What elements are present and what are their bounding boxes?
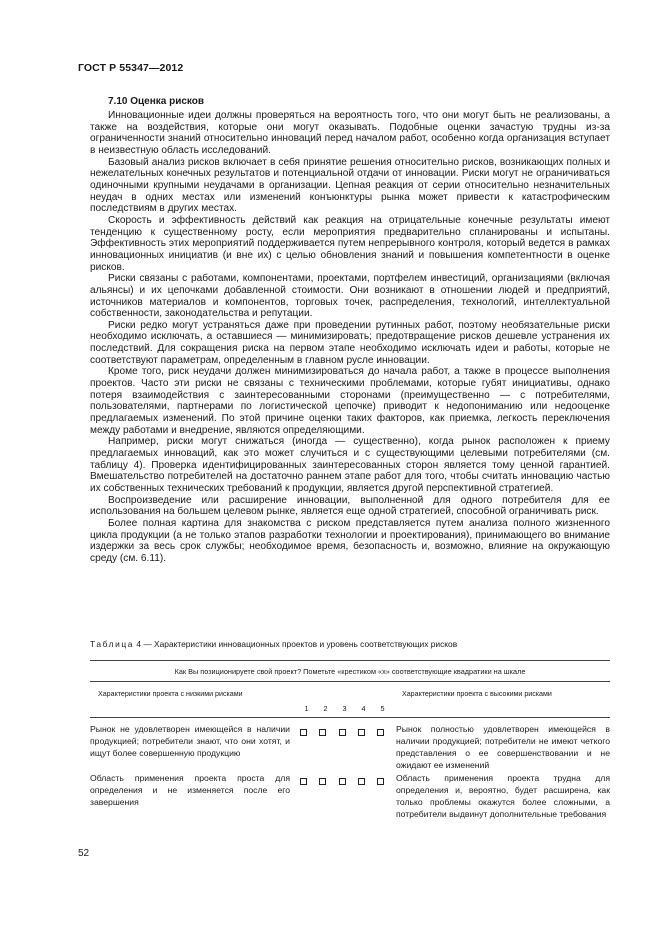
- rating-checkboxes: [300, 773, 396, 791]
- rating-checkbox[interactable]: [339, 729, 346, 736]
- rating-checkbox[interactable]: [300, 729, 307, 736]
- rating-scale: [297, 704, 392, 713]
- paragraph: Риски связаны с работами, компонентами, проектами, портфелем инвестиций, организациями (включая альянсы) и их цепочками добавленной стоимости. Они возникают в отношении людей и предприятий, источников материалов и компонентов, торговых точек, распределения, технологий, интеллектуальной собственности, законодательства и репутации.: [90, 273, 610, 320]
- high-risk-cell: Рынок полностью удовлетворен имеющейся в наличии продукцией; потребители не имеют четкого представления о ее совершенствовании и не ожидают ее изменений: [396, 724, 610, 770]
- rating-checkbox[interactable]: [377, 778, 384, 785]
- low-risk-cell: Рынок не удовлетворен имеющейся в наличии продукцией; потребители знают, что они хотят, и ищут более совершенную продукцию: [90, 724, 290, 758]
- scale-label: 4: [361, 704, 366, 713]
- high-risk-header: Характеристики проекта с высокими рисками: [402, 690, 552, 698]
- high-risk-cell: Область применения проекта трудна для определения и, вероятно, будет расширена, как только проблемы окажутся более сложными, а потребители выдвинут дополнительные требования: [396, 773, 610, 819]
- table-rule-top: [90, 660, 610, 661]
- standard-header: ГОСТ Р 55347—2012: [78, 62, 184, 74]
- table-rule: [90, 681, 610, 682]
- table-caption-word: Таблица: [90, 639, 135, 649]
- rating-checkbox[interactable]: [319, 729, 326, 736]
- paragraph: Более полная картина для знакомства с риском представляется путем анализа полного жизненного цикла продукции (а не только этапов разработки технологии и проектирования), принимающего во внимание издержки за весь срок службы; необходимое время, безопасность и, возможно, влияние на окружающую среду (см. 6.11).: [90, 517, 610, 564]
- paragraph: Риски редко могут устраняться даже при проведении рутинных работ, поэтому необязательные риски необходимо исключать, а оставшиеся — минимизировать; предотвращение рисков дешевле устранения их последствий. Для сокращения риска на первом этапе необходимо исключать идеи и работы, которые не соответствуют параметрам, определенным в главном русле инновации.: [90, 319, 610, 366]
- rating-checkbox[interactable]: [339, 778, 346, 785]
- rating-checkbox[interactable]: [300, 778, 307, 785]
- section-title: 7.10 Оценка рисков: [108, 96, 205, 107]
- table-caption-text: 4 — Характеристики инновационных проектов и уровень соответствующих рисков: [136, 639, 458, 649]
- rating-checkboxes: [300, 724, 396, 742]
- rating-checkbox[interactable]: [319, 778, 326, 785]
- table-instruction: Как Вы позиционируете свой проект? Пометьте «крестиком «х» соответствующие квадратики на шкале: [174, 667, 526, 676]
- low-risk-header: Характеристики проекта с низкими рисками: [98, 690, 243, 698]
- scale-label: 5: [380, 704, 385, 713]
- body-text: [90, 110, 610, 565]
- scale-label: 2: [323, 704, 328, 713]
- rating-checkbox[interactable]: [358, 778, 365, 785]
- scale-label: 3: [342, 704, 347, 713]
- page-number: 52: [78, 848, 90, 859]
- table-caption: [90, 639, 457, 649]
- rating-checkbox[interactable]: [377, 729, 384, 736]
- paragraph: Воспроизведение или расширение инновации, выполненной для одного потребителя для ее использования на большем целевом рынке, является еще одной стратегией, способной ограничивать риск.: [90, 494, 610, 518]
- paragraph: Кроме того, риск неудачи должен минимизироваться до начала работ, а также в процессе выполнения проектов. Часто эти риски не связаны с техническими проблемами, которые губят инициативы, однако потеря взаимодействия с заинтересованными сторонами (преимущественно — с потребителями, пользователями, партнерами по логистической цепочке) приводит к недопониманию или недооценке предлагаемых изменений. По этой причине оценки таких факторов, как приемка, легкость переключения между работами и внедрение, являются определяющими.: [90, 366, 610, 436]
- paragraph: Инновационные идеи должны проверяться на вероятность того, что они могут быть не реализованы, а также на воздействия, которые они могут оказывать. Подобные оценки зачастую трудны из-за ограниченности знаний относительно инноваций перед началом работ, особенно когда организация вступает в неизвестную область исследований.: [90, 110, 610, 156]
- rating-checkbox[interactable]: [358, 729, 365, 736]
- paragraph: Базовый анализ рисков включает в себя принятие решения относительно рисков, возникающих полных и нежелательных конечных результатов и потенциальной отдачи от инновации. Риски могут не ограничиваться одиночными крупными неудачами в организации. Цепная реакция от серии относительно незначительных неудач в одних местах или изменений конъюнктуры рынка может привести к катастрофическим последствиям в других местах.: [90, 156, 610, 215]
- paragraph: Скорость и эффективность действий как реакция на отрицательные конечные результаты имеют тенденцию к существенному росту, если мероприятия предварительно спланированы и испытаны. Эффективность этих мероприятий поддерживается путем непрерывного контроля, который ведется в рамках инновационных инициатив (и вне их) с целью обновления знаний и повышения компетентности в оценке рисков.: [90, 214, 610, 273]
- low-risk-cell: Область применения проекта проста для определения и не изменяется после его завершения: [90, 773, 290, 807]
- paragraph: Например, риски могут снижаться (иногда — существенно), когда рынок расположен к приему предлагаемых инноваций, как это может случиться и с существующими целевыми потребителями (см. таблицу 4). Проверка идентифицированных заинтересованных сторон является тому ценной гарантией. Вмешательство потребителей на достаточно раннем этапе работ для того, чтобы считать инновацию частью их собственных технических требований к продукции, является другой перспективной стратегией.: [90, 436, 610, 494]
- table-rule: [90, 717, 610, 718]
- scale-label: 1: [304, 704, 309, 713]
